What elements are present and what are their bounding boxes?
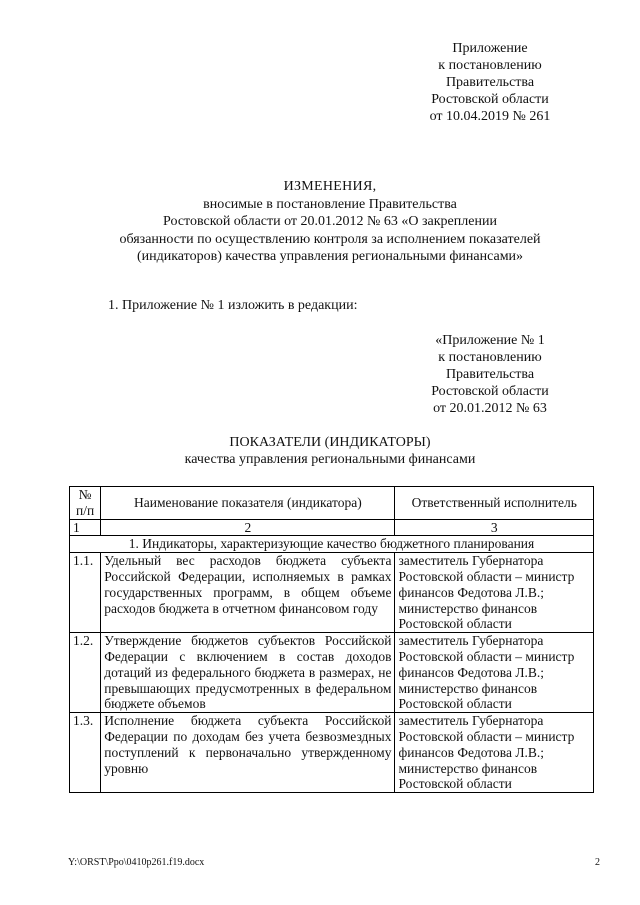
row-indicator-name: Исполнение бюджета субъекта Российской Федерации по доходам без учета безвозмездных поступлений к первоначально утвержденному уровню: [101, 713, 395, 793]
header-responsible: Ответственный исполнитель: [395, 487, 594, 520]
table-row: [70, 633, 594, 713]
point-1-text: 1. Приложение № 1 изложить в редакции:: [108, 298, 358, 313]
changes-title-block: [60, 178, 600, 266]
changes-line: обязанности по осуществлению контроля за исполнением показателей: [119, 231, 541, 247]
row-responsible: заместитель Губернатора Ростовской области – министр финансов Федотова Л.В.; министерство финансов Ростовской области: [395, 633, 594, 713]
row-number: 1.3.: [70, 713, 101, 793]
appendix-line: Правительства: [445, 75, 535, 90]
header-num: [70, 487, 101, 520]
row-number: 1.1.: [70, 553, 101, 633]
appendix-line: Ростовской области: [431, 92, 549, 107]
table-row: [70, 553, 594, 633]
changes-heading: ИЗМЕНЕНИЯ,: [283, 179, 377, 194]
appendix-quote-line: Ростовской области: [431, 384, 549, 399]
row-responsible: заместитель Губернатора Ростовской области – министр финансов Федотова Л.В.; министерство финансов Ростовской области: [395, 553, 594, 633]
section-title: 1. Индикаторы, характеризующие качество бюджетного планирования: [70, 536, 594, 553]
indicators-title: [60, 434, 600, 468]
changes-line: Ростовской области от 20.01.2012 № 63 «О закреплении: [163, 214, 497, 229]
table-row: [70, 713, 594, 793]
indicators-heading: ПОКАЗАТЕЛИ (ИНДИКАТОРЫ): [229, 435, 431, 450]
appendix-line: к постановлению: [438, 58, 542, 73]
row-indicator-name: Утверждение бюджетов субъектов Российской Федерации с включением в состав доходов дотаций из федерального бюджета в размерах, не превышающих предусмотренных в федеральном бюджете объемов: [101, 633, 395, 713]
appendix-quote-line: от 20.01.2012 № 63: [433, 401, 547, 416]
footer-file-path: Y:\ORST\Ppo\0410p261.f19.docx: [68, 857, 205, 868]
appendix-header: [400, 40, 580, 125]
appendix-quote: [400, 332, 580, 417]
section-row: [70, 536, 594, 553]
header-num-line2: п/п: [76, 502, 95, 518]
appendix-quote-line: «Приложение № 1: [435, 333, 545, 348]
row-indicator-name: Удельный вес расходов бюджета субъекта Российской Федерации, исполняемых в рамках государственных программ, в общем объеме расходов бюджета в отчетном финансовом году: [101, 553, 395, 633]
column-number-row: [70, 519, 594, 536]
changes-line: (индикаторов) качества управления региональными финансами»: [136, 249, 524, 264]
table-header-row: [70, 487, 594, 520]
indicators-table: [69, 486, 594, 793]
appendix-line: Приложение: [452, 41, 528, 56]
appendix-quote-line: к постановлению: [438, 350, 542, 365]
row-responsible: заместитель Губернатора Ростовской области – министр финансов Федотова Л.В.; министерство финансов Ростовской области: [395, 713, 594, 793]
header-num-line1: №: [78, 487, 92, 502]
row-number: 1.2.: [70, 633, 101, 713]
changes-line: вносимые в постановление Правительства: [203, 196, 457, 212]
col-number: 3: [395, 519, 594, 536]
appendix-quote-line: Правительства: [445, 367, 535, 382]
appendix-line: от 10.04.2019 № 261: [429, 109, 551, 124]
col-number: 2: [101, 519, 395, 536]
footer-page-number: 2: [595, 857, 600, 868]
col-number: 1: [70, 519, 101, 536]
header-name: Наименование показателя (индикатора): [101, 487, 395, 520]
indicators-subheading: качества управления региональными финансами: [184, 452, 476, 467]
